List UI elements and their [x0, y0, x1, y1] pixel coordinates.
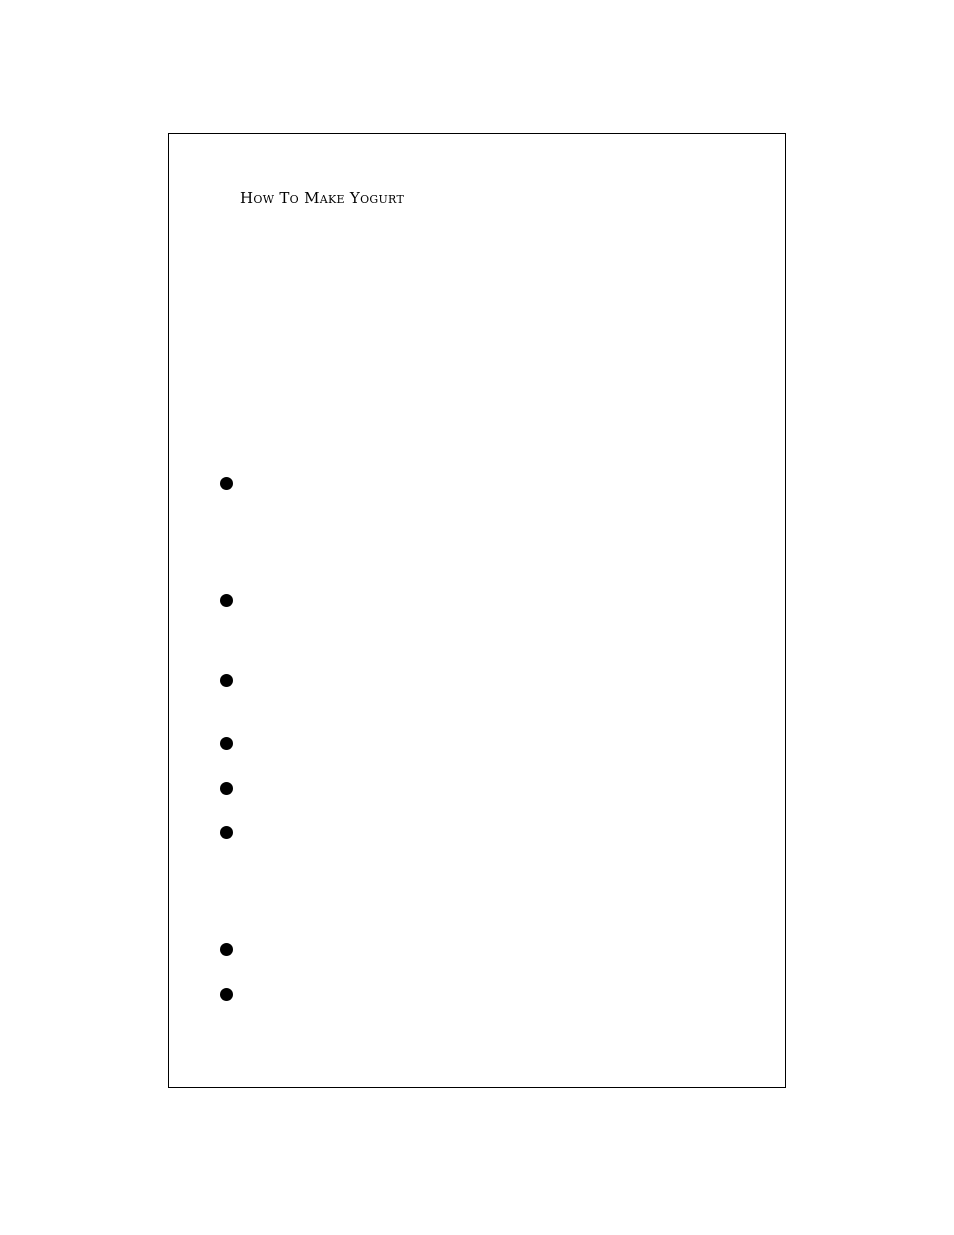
bullet-point: [220, 988, 233, 1001]
bullet-point: [220, 477, 233, 490]
bullet-point: [220, 782, 233, 795]
bullet-point: [220, 674, 233, 687]
bullet-point: [220, 737, 233, 750]
bullet-point: [220, 594, 233, 607]
running-head: How To Make Yogurt: [240, 189, 405, 207]
bullet-point: [220, 943, 233, 956]
page-frame: [168, 133, 786, 1088]
bullet-point: [220, 826, 233, 839]
